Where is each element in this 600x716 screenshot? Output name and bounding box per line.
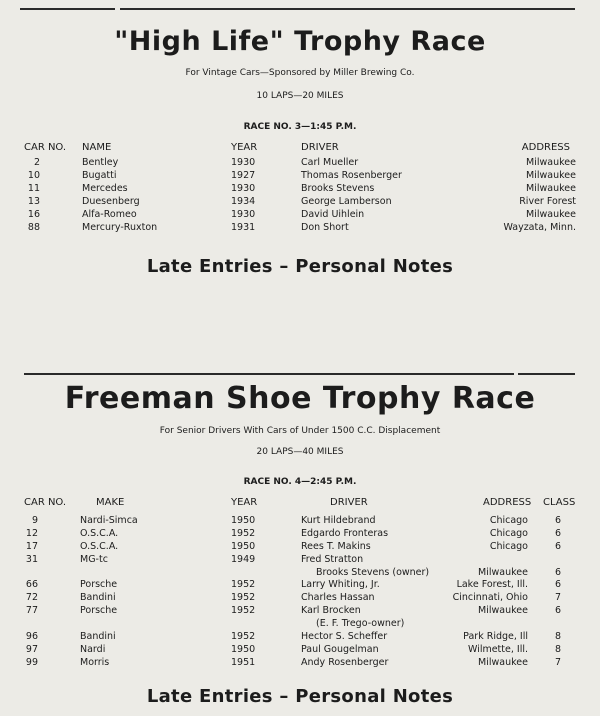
table-row-driver: Larry Whiting, Jr. xyxy=(301,579,380,590)
race1-race-number: RACE NO. 3—1:45 P.M. xyxy=(243,122,357,132)
top-rule-right xyxy=(120,8,575,10)
table-row-class: 8 xyxy=(554,644,562,655)
table-row-year: 1930 xyxy=(231,157,256,168)
table-row-name: Bentley xyxy=(82,157,119,168)
table-row-address: Chicago xyxy=(489,541,528,552)
table-row-year: 1951 xyxy=(231,657,256,668)
table-row-address: Park Ridge, Ill xyxy=(463,631,528,642)
race2-header-address: ADDRESS xyxy=(483,497,532,508)
table-row-class: 6 xyxy=(554,541,562,552)
table-row-car-no: 66 xyxy=(25,579,38,590)
table-row-driver: George Lamberson xyxy=(301,196,392,207)
table-row-address: Chicago xyxy=(489,515,528,526)
table-row-year: 1931 xyxy=(231,222,256,233)
table-row-address: Milwaukee xyxy=(478,605,528,616)
table-row-make: Morris xyxy=(80,657,110,668)
table-row-class: 7 xyxy=(554,592,562,603)
table-row-make: Bandini xyxy=(80,592,116,603)
table-row-name: Mercedes xyxy=(82,183,128,194)
table-row-driver: Kurt Hildebrand xyxy=(301,515,376,526)
table-row-address: Milwaukee xyxy=(526,157,576,168)
race1-laps: 10 LAPS—20 MILES xyxy=(256,91,344,101)
table-row-class: 6 xyxy=(554,579,562,590)
race2-race-number: RACE NO. 4—2:45 P.M. xyxy=(243,477,357,487)
race1-header-year: YEAR xyxy=(231,142,258,153)
table-row-year: 1952 xyxy=(231,579,256,590)
table-row-year: 1950 xyxy=(231,515,256,526)
table-row-car-no: 99 xyxy=(25,657,38,668)
table-row-name: Mercury-Ruxton xyxy=(82,222,158,233)
table-row-address: Milwaukee xyxy=(478,657,528,668)
table-row-make: Bandini xyxy=(80,631,116,642)
table-row-address: Lake Forest, Ill. xyxy=(456,579,528,590)
table-row-make: Porsche xyxy=(80,579,118,590)
race2-header-make: MAKE xyxy=(96,497,125,508)
race2-late-entries: Late Entries – Personal Notes xyxy=(146,686,454,707)
table-row-class: 6 xyxy=(554,515,562,526)
table-row-driver: Charles Hassan xyxy=(301,592,375,603)
table-row-driver: Karl Brocken xyxy=(301,605,361,616)
table-row-make: O.S.C.A. xyxy=(80,528,119,539)
table-row-year: 1930 xyxy=(231,209,256,220)
race2-header-driver: DRIVER xyxy=(330,497,368,508)
table-row-class: 8 xyxy=(554,631,562,642)
table-row-car-no: 12 xyxy=(25,528,38,539)
mid-rule-right xyxy=(518,373,575,375)
table-row-address: Milwaukee xyxy=(526,170,576,181)
table-row-car-no: 97 xyxy=(25,644,38,655)
table-row-make: Nardi xyxy=(80,644,106,655)
race2-header-class: CLASS xyxy=(543,497,576,508)
table-row-class: 6 xyxy=(554,567,562,578)
table-row-car-no: 77 xyxy=(25,605,38,616)
table-row-address: Chicago xyxy=(489,528,528,539)
race2-laps: 20 LAPS—40 MILES xyxy=(256,447,344,457)
table-row-driver: Andy Rosenberger xyxy=(301,657,389,668)
race2-subtitle: For Senior Drivers With Cars of Under 1500 C.C. Displacement xyxy=(159,426,441,436)
table-row-address: Milwaukee xyxy=(478,567,528,578)
table-row-year: 1949 xyxy=(231,554,256,565)
table-row-class: 6 xyxy=(554,528,562,539)
table-row-car-no: 9 xyxy=(31,515,38,526)
table-row-year: 1952 xyxy=(231,631,256,642)
table-row-year: 1952 xyxy=(231,528,256,539)
table-row-class: 6 xyxy=(554,605,562,616)
race2-header-year: YEAR xyxy=(231,497,258,508)
table-row-driver: (E. F. Trego-owner) xyxy=(316,618,405,629)
table-row-year: 1950 xyxy=(231,541,256,552)
table-row-driver: Rees T. Makins xyxy=(301,541,371,552)
table-row-car-no: 88 xyxy=(27,222,40,233)
table-row-name: Duesenberg xyxy=(82,196,140,207)
table-row-car-no: 17 xyxy=(25,541,38,552)
table-row-car-no: 13 xyxy=(27,196,40,207)
table-row-driver: Thomas Rosenberger xyxy=(301,170,402,181)
table-row-address: Milwaukee xyxy=(526,183,576,194)
table-row-make: MG-tc xyxy=(80,554,108,565)
table-row-address: River Forest xyxy=(519,196,576,207)
table-row-car-no: 11 xyxy=(27,183,40,194)
race1-title: "High Life" Trophy Race xyxy=(114,26,486,57)
table-row-name: Bugatti xyxy=(82,170,117,181)
table-row-car-no: 2 xyxy=(33,157,40,168)
table-row-car-no: 16 xyxy=(27,209,40,220)
race1-header-address: ADDRESS xyxy=(521,142,570,153)
table-row-driver: Edgardo Fronteras xyxy=(301,528,389,539)
table-row-car-no: 31 xyxy=(25,554,38,565)
table-row-car-no: 10 xyxy=(27,170,40,181)
race1-header-car-no: CAR NO. xyxy=(24,142,67,153)
table-row-driver: Brooks Stevens xyxy=(301,183,375,194)
table-row-driver: Don Short xyxy=(301,222,349,233)
race1-header-name: NAME xyxy=(82,142,112,153)
race1-header-driver: DRIVER xyxy=(301,142,339,153)
table-row-year: 1950 xyxy=(231,644,256,655)
table-row-make: Nardi-Simca xyxy=(80,515,138,526)
table-row-address: Milwaukee xyxy=(526,209,576,220)
table-row-address: Cincinnati, Ohio xyxy=(452,592,528,603)
table-row-year: 1934 xyxy=(231,196,256,207)
table-row-year: 1952 xyxy=(231,605,256,616)
table-row-address: Wayzata, Minn. xyxy=(503,222,576,233)
race2-header-car-no: CAR NO. xyxy=(24,497,67,508)
table-row-car-no: 72 xyxy=(25,592,38,603)
table-row-class: 7 xyxy=(554,657,562,668)
table-row-year: 1927 xyxy=(231,170,256,181)
table-row-make: Porsche xyxy=(80,605,118,616)
table-row-driver: Fred Stratton xyxy=(301,554,364,565)
table-row-year: 1952 xyxy=(231,592,256,603)
table-row-driver: Brooks Stevens (owner) xyxy=(316,567,430,578)
top-rule-left xyxy=(20,8,115,10)
table-row-name: Alfa-Romeo xyxy=(82,209,137,220)
table-row-make: O.S.C.A. xyxy=(80,541,119,552)
race2-title: Freeman Shoe Trophy Race xyxy=(64,381,536,416)
race1-subtitle: For Vintage Cars—Sponsored by Miller Brewing Co. xyxy=(185,68,415,78)
table-row-driver: Carl Mueller xyxy=(301,157,359,168)
table-row-driver: Hector S. Scheffer xyxy=(301,631,388,642)
mid-rule-left xyxy=(24,373,514,375)
table-row-year: 1930 xyxy=(231,183,256,194)
table-row-address: Wilmette, Ill. xyxy=(468,644,528,655)
table-row-driver: David Uihlein xyxy=(301,209,365,220)
table-row-car-no: 96 xyxy=(25,631,38,642)
table-row-driver: Paul Gougelman xyxy=(301,644,379,655)
race1-late-entries: Late Entries – Personal Notes xyxy=(146,256,454,277)
